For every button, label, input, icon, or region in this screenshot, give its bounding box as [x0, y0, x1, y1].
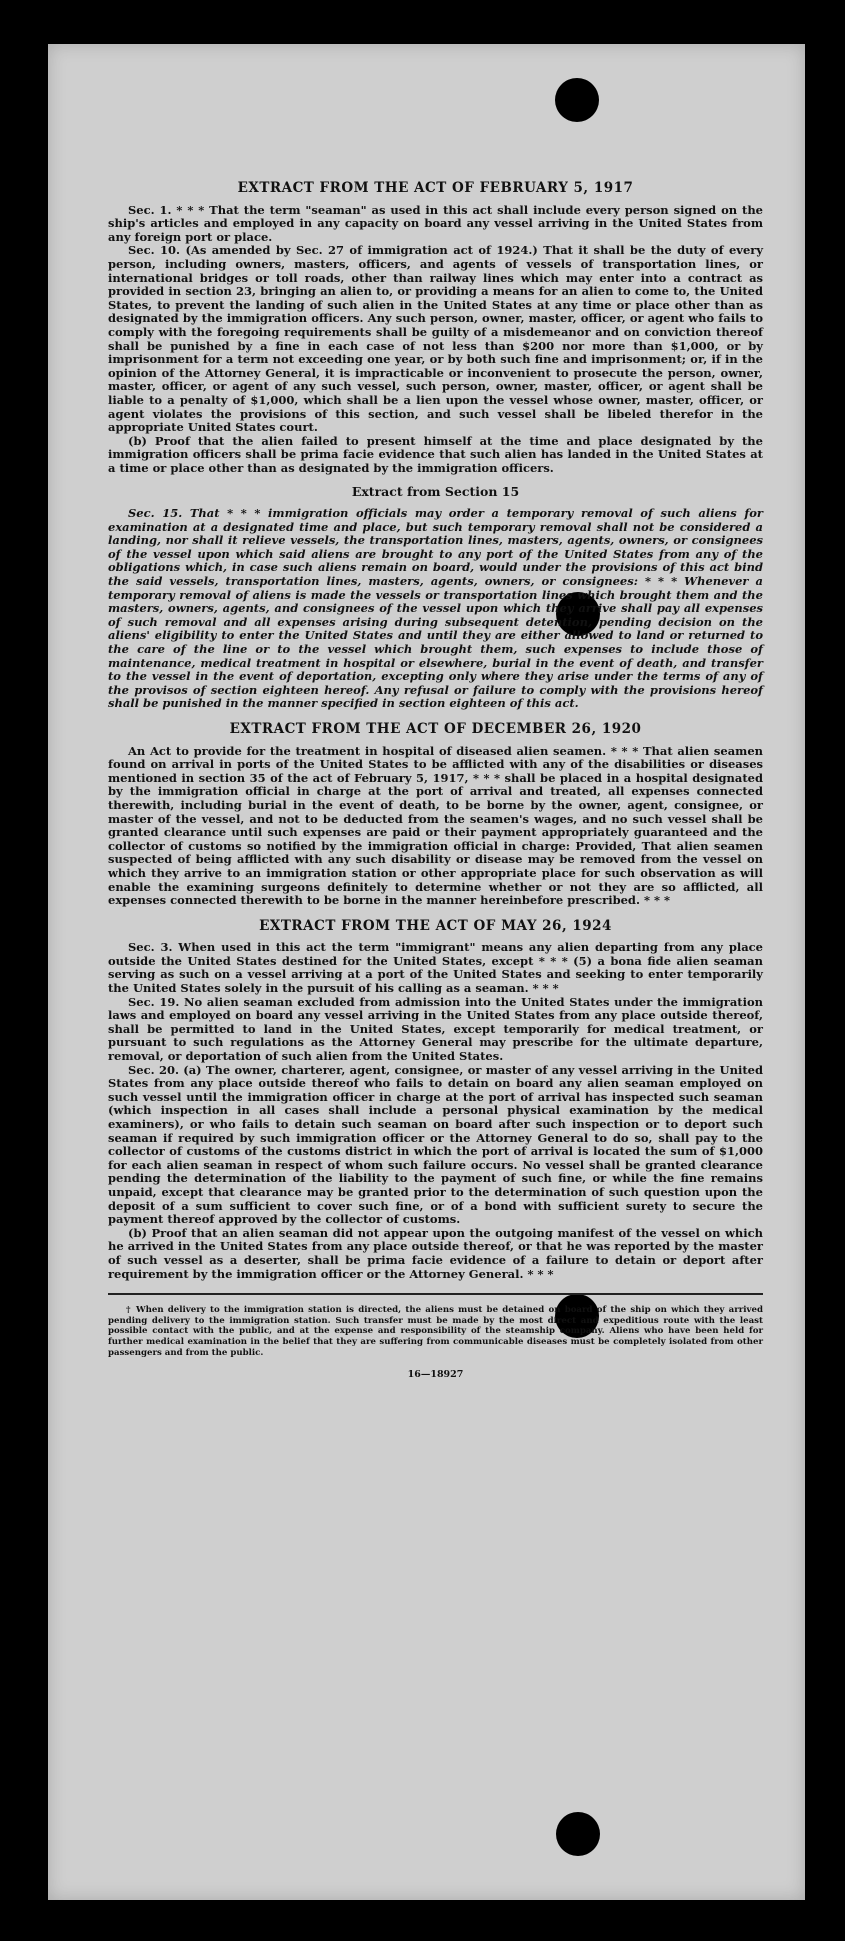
document-body	[108, 182, 763, 1382]
document-page	[48, 44, 805, 1900]
punch-hole	[555, 78, 599, 122]
punch-hole	[556, 1812, 600, 1856]
heading-act-1924: EXTRACT FROM THE ACT OF MAY 26, 1924	[259, 917, 612, 934]
section-20-a: Sec. 20. (a) The owner, charterer, agent, consignee, or master of any vessel arriving in the United States from any place outside thereof who fails to detain on board any alien seaman employed on such vessel until the immigration officer in charge at the port of arrival has inspected such seaman (which inspection in all cases shall include a personal physical examination by the medical examiners), or who fails to detain such seaman on board after such inspection or to deport such seaman if required by such immigration officer or the Attorney General to do so, shall pay to the collector of customs of the customs district in which the port of arrival is located the sum of $1,000 for each alien seaman in respect of whom such failure occurs. No vessel shall be granted clearance pending the determination of the liability to the payment of such fine, or while the fine remains unpaid, except that clearance may be granted prior to the determination of such question upon the deposit of a sum sufficient to cover such fine, or of a bond with sufficient surety to secure the payment thereof approved by the collector of customs.	[108, 1062, 763, 1227]
footnote-text: † When delivery to the immigration station is directed, the aliens must be detained on board of the ship on which they arrived pending delivery to the immigration station. Such transfer must be made by the most direct and expeditious route with the least possible contact with the public, and at the expense and responsibility of the steamship company. Aliens who have been held for further medical examination in the belief that they are suffering from communicable diseases must be completely isolated from other passengers and from the public.	[108, 1305, 763, 1358]
section-10-b: (b) Proof that the alien failed to present himself at the time and place designated by the immigration officers shall be prima facie evidence that such alien has landed in the United States at a time or place other than as designated by the immigration officers.	[108, 433, 763, 475]
section-3: Sec. 3. When used in this act the term "immigrant" means any alien departing from any place outside the United States destined for the United States, except * * * (5) a bona fide alien seaman serving as such on a vessel arriving at a port of the United States and seeking to enter temporarily the United States solely in the pursuit of his calling as a seaman. * * *	[108, 940, 763, 996]
heading-act-1920: EXTRACT FROM THE ACT OF DECEMBER 26, 1920	[229, 720, 642, 737]
form-code: 16—18927	[407, 1369, 464, 1381]
footnote	[108, 1305, 763, 1358]
section-10: Sec. 10. (As amended by Sec. 27 of immigration act of 1924.) That it shall be the duty of every person, including owners, masters, officers, and agents of vessels of transportation lines, or international bridges or toll roads, other than railway lines which may enter into a contract as provided in section 23, bringing an alien to, or providing a means for an alien to come to, the United States, to prevent the landing of such alien in the United States at any time or place other than as designated by the immigration officers. Any such person, owner, master, officer, or agent who fails to comply with the foregoing requirements shall be guilty of a misdemeanor and on conviction thereof shall be punished by a fine in each case of not less than $200 nor more than $1,000, or by imprisonment for a term not exceeding one year, or by both such fine and imprisonment; or, if in the opinion of the Attorney General, it is impracticable or inconvenient to prosecute the person, owner, master, officer, or agent of any such vessel, such person, owner, master, officer, or agent shall be liable to a penalty of $1,000, which shall be a lien upon the vessel whose owner, master, officer, or agent violates the provisions of this section, and such vessel shall be libeled therefor in the appropriate United States court.	[108, 243, 763, 435]
section-19: Sec. 19. No alien seaman excluded from admission into the United States under the immigration laws and employed on board any vessel arriving in the United States from any place outside thereof, shall be permitted to land in the United States, except temporarily for medical treatment, or pursuant to such regulations as the Attorney General may prescribe for the ultimate departure, removal, or deportation of such alien from the United States.	[108, 994, 763, 1064]
section-15: Sec. 15. That * * * immigration officials may order a temporary removal of such aliens for examination at a designated time and place, but such temporary removal shall not be considered a landing, nor shall it relieve vessels, the transportation lines, masters, agents, owners, or consignees of the vessel upon which said aliens are brought to any port of the United States from any of the obligations which, in case such aliens remain on board, would under the provisions of this act bind the said vessels, transportation lines, masters, agents, owners, or consignees: * * * Whenever a temporary removal of aliens is made the vessels or transportation lines which brought them and the masters, owners, agents, and consignees of the vessel upon which they arrive shall pay all expenses of such removal and all expenses arising during subsequent detention, pending decision on the aliens' eligibility to enter the United States and until they are either allowed to land or returned to the care of the line or to the vessel which brought them, such expenses to include those of maintenance, medical treatment in hospital or elsewhere, burial in the event of death, and transfer to the vessel in the event of deportation, excepting only where they arise under the terms of any of the provisos of section eighteen hereof. Any refusal or failure to comply with the provisions hereof shall be punished in the manner specified in section eighteen of this act.	[108, 506, 763, 711]
heading-section-15: Extract from Section 15	[351, 484, 520, 500]
act-1920-text: An Act to provide for the treatment in hospital of diseased alien seamen. * * * That alien seamen found on arrival in ports of the United States to be afflicted with any of the disabilities or diseases mentioned in section 35 of the act of February 5, 1917, * * * shall be placed in a hospital designated by the immigration official in charge at the port of arrival and treated, all expenses connected therewith, including burial in the event of death, to be borne by the owner, agent, consignee, or master of the vessel, and not to be deducted from the seamen's wages, and no such vessel shall be granted clearance until such expenses are paid or their payment appropriately guaranteed and the collector of customs so notified by the immigration official in charge: Provided, That alien seamen suspected of being afflicted with any such disability or disease may be removed from the vessel on which they arrive to an immigration station or other appropriate place for such observation as will enable the examining surgeons definitely to determine whether or not they are so afflicted, all expenses connected therewith to be borne in the manner hereinbefore prescribed. * * *	[108, 743, 763, 908]
section-20-b: (b) Proof that an alien seaman did not appear upon the outgoing manifest of the vessel on which he arrived in the United States from any place outside thereof, or that he was reported by the master of such vessel as a deserter, shall be prima facie evidence of a failure to detain or deport after requirement by the immigration officer or the Attorney General. * * *	[108, 1225, 763, 1281]
section-1: Sec. 1. * * * That the term "seaman" as used in this act shall include every person signed on the ship's articles and employed in any capacity on board any vessel arriving in the United States from any foreign port or place.	[108, 202, 763, 244]
heading-act-1917: EXTRACT FROM THE ACT OF FEBRUARY 5, 1917	[237, 180, 634, 196]
footnote-divider	[108, 1293, 763, 1295]
